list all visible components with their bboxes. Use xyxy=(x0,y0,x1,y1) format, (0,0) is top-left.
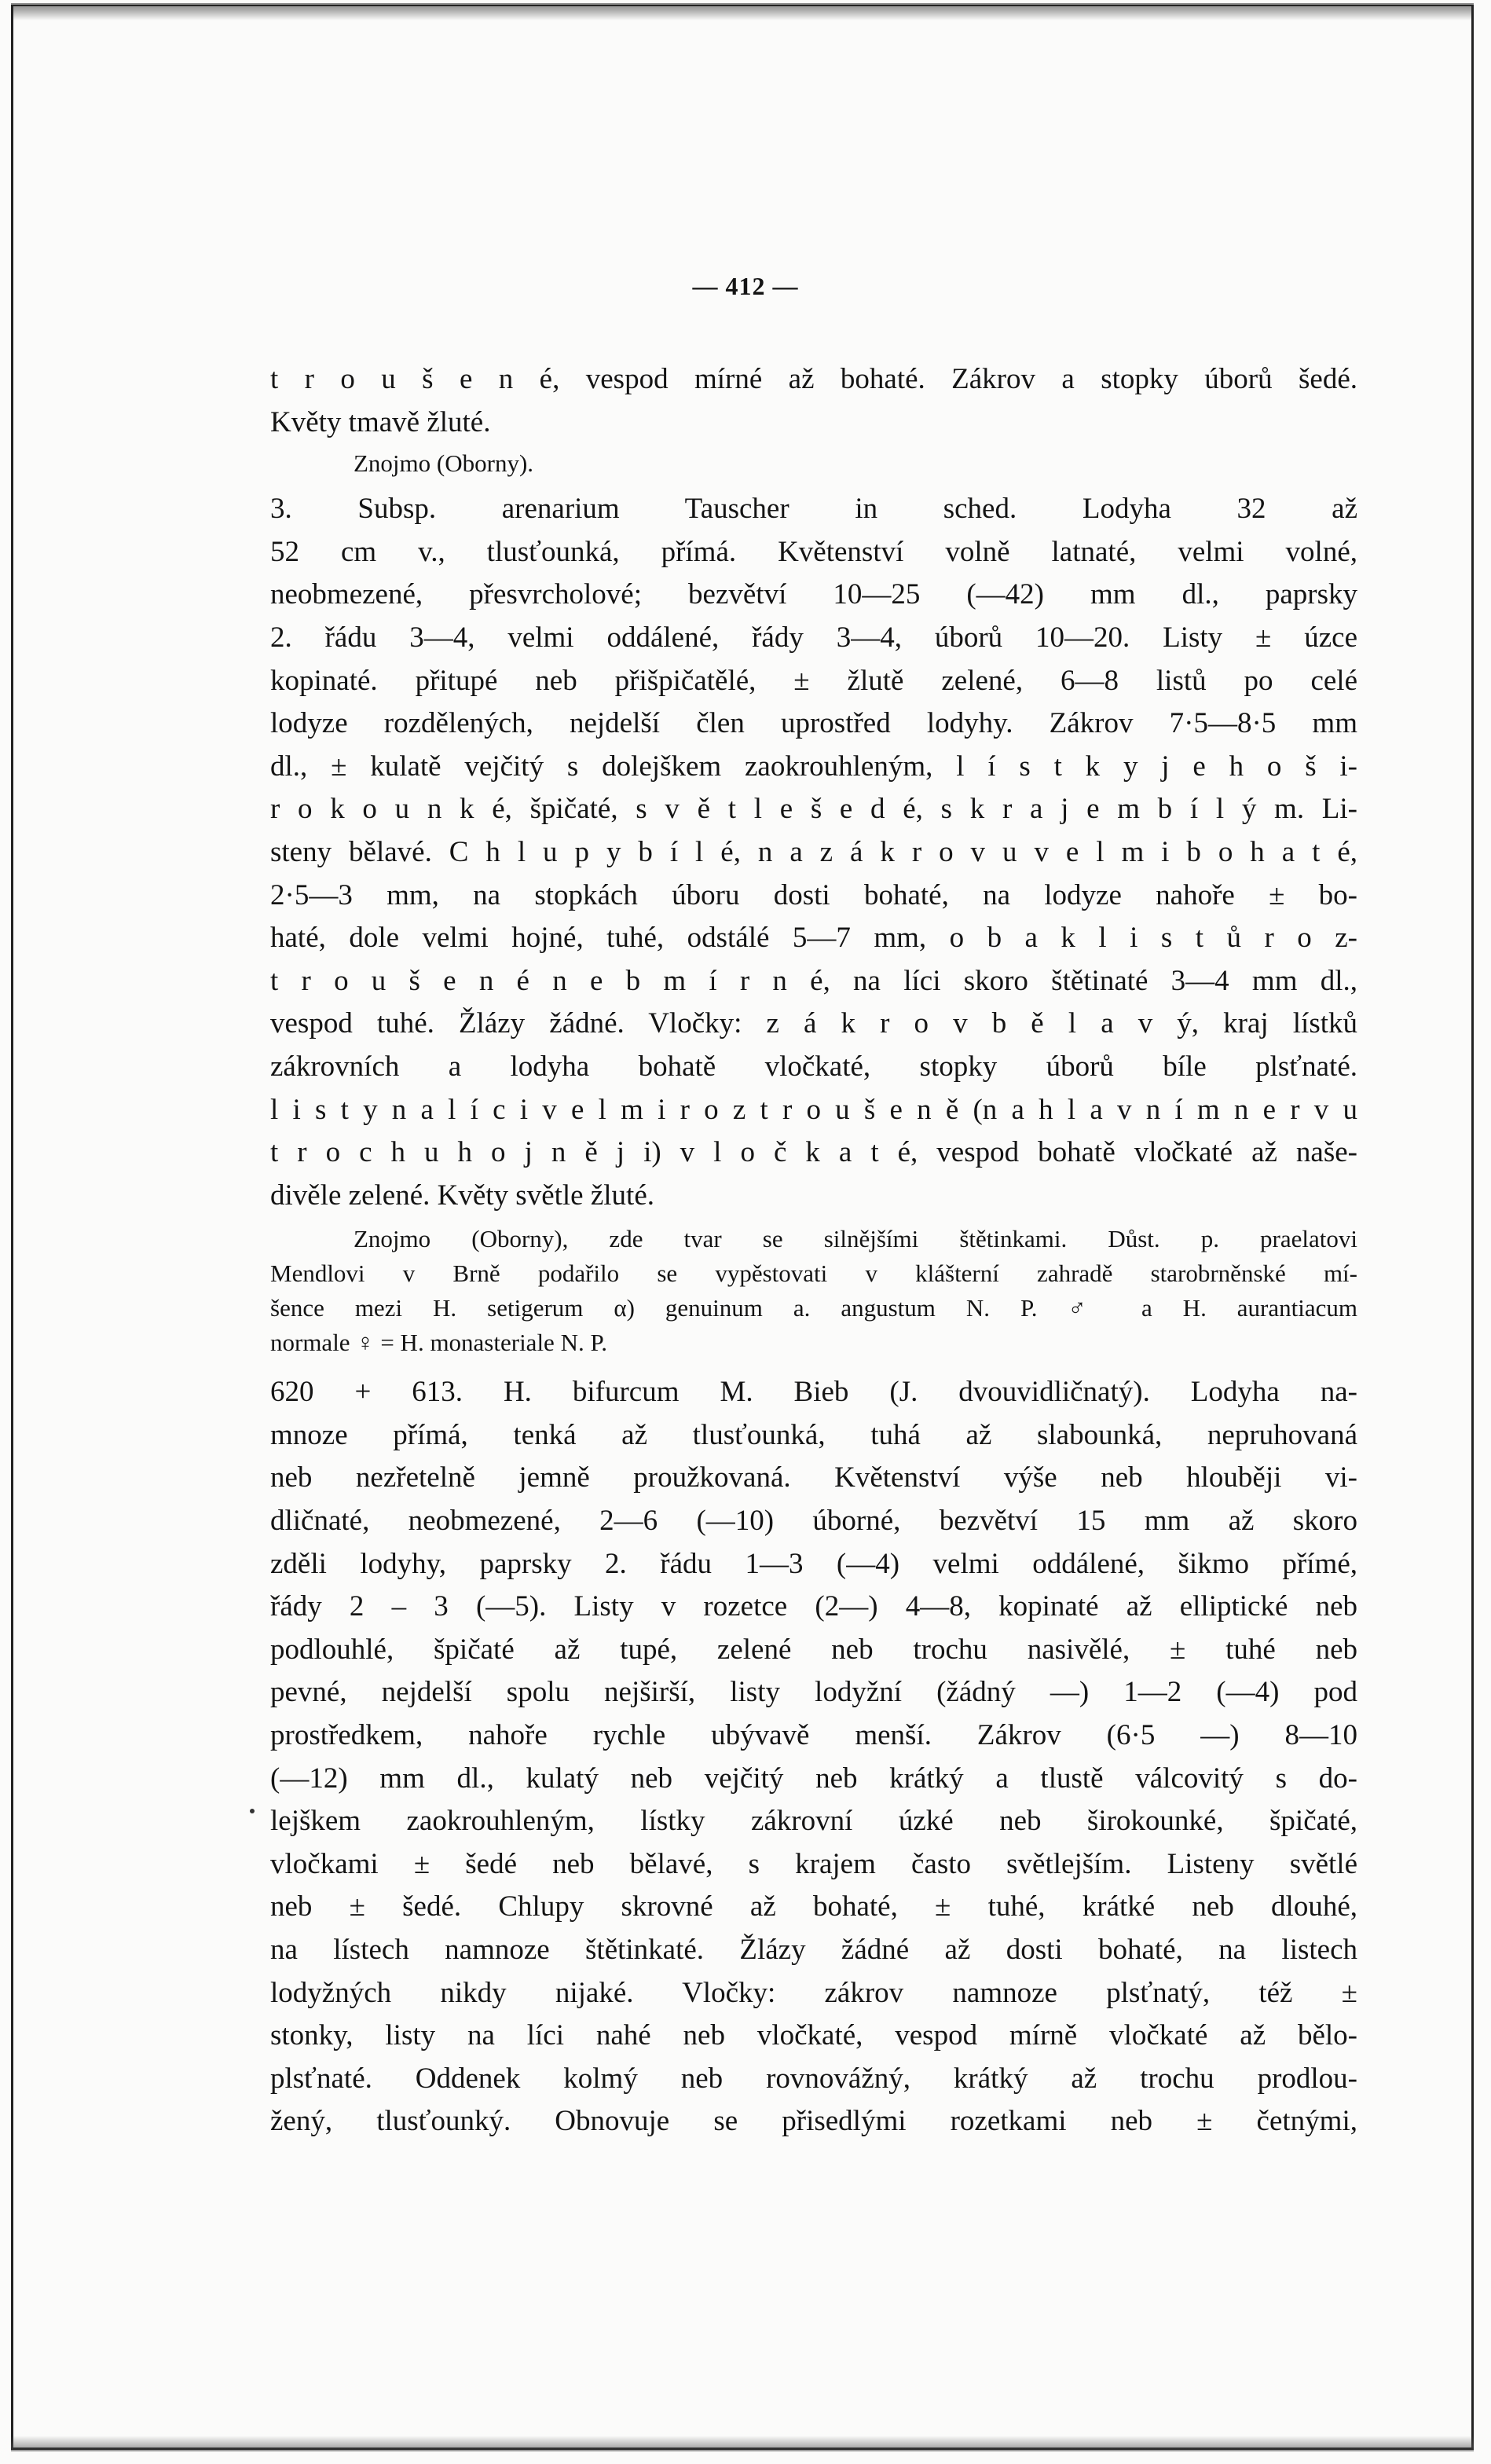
text-line: na lístech namnoze štětinkaté. Žlázy žádné až dosti bohaté, na listech xyxy=(270,1934,1357,1966)
text-line: zděli lodyhy, paprsky 2. řádu 1—3 (—4) velmi oddálené, šikmo přímé, xyxy=(270,1547,1357,1580)
text-line: dl., ± kulatě vejčitý s dolejškem zaokrouhleným, l í s t k y j e h o š i- xyxy=(270,750,1357,783)
body-text xyxy=(270,358,1357,2143)
locality-note: Znojmo (Oborny). xyxy=(354,449,534,478)
text-line: 3. Subsp. arenarium Tauscher in sched. Lodyha 32 až xyxy=(270,493,1357,526)
text-line: t r o c h u h o j n ě j i) v l o č k a t é, vespod bohatě vločkaté až naše- xyxy=(270,1136,1357,1169)
scan-border-bottom xyxy=(11,2436,1474,2451)
text-line: lodyze rozdělených, nejdelší člen uprostřed lodyhy. Zákrov 7·5—8·5 mm xyxy=(270,707,1357,740)
text-line: divěle zelené. Květy světle žluté. xyxy=(270,1179,655,1212)
text-line: prostředkem, nahoře rychle ubývavě menší. Zákrov (6·5 —) 8—10 xyxy=(270,1719,1357,1752)
text-line: dličnaté, neobmezené, 2—6 (—10) úborné, bezvětví 15 mm až skoro xyxy=(270,1505,1357,1538)
scan-speck xyxy=(250,1809,255,1813)
text-line: řády 2 – 3 (—5). Listy v rozetce (2—) 4—8, kopinaté až elliptické neb xyxy=(270,1590,1357,1623)
text-line: lejškem zaokrouhleným, lístky zákrovní úzké neb širokounké, špičaté, xyxy=(270,1805,1357,1838)
text-line: 620 + 613. H. bifurcum M. Bieb (J. dvouvidličnatý). Lodyha na- xyxy=(270,1376,1357,1409)
subspecies-arenarium xyxy=(270,488,1357,1217)
text-line: Květy tmavě žluté. xyxy=(270,405,491,438)
hybrid-note xyxy=(270,1222,1357,1360)
species-bifurcum xyxy=(270,1371,1357,2143)
text-line: vespod tuhé. Žlázy žádné. Vločky: z á k r o v b ě l a v ý, kraj lístků xyxy=(270,1007,1357,1040)
note-line: šence mezi H. setigerum α) genuinum a. angustum N. P. ♂ a H. aurantiacum xyxy=(270,1294,1357,1322)
text-line: stonky, listy na líci nahé neb vločkaté, vespod mírně vločkaté až bělo- xyxy=(270,2019,1357,2052)
text-line: podlouhlé, špičaté až tupé, zelené neb trochu nasivělé, ± tuhé neb xyxy=(270,1633,1357,1666)
text-line: neobmezené, přesvrcholové; bezvětví 10—25 (—42) mm dl., paprsky xyxy=(270,578,1357,611)
text-line: kopinaté. přitupé neb přišpičatělé, ± žlutě zelené, 6—8 listů po celé xyxy=(270,664,1357,697)
text-line: l i s t y n a l í c i v e l m i r o z t r o u š e n ě (n a h l a v n í m n e r v u xyxy=(270,1093,1357,1126)
text-line: r o k o u n k é, špičaté, s v ě t l e š e d é, s k r a j e m b í l ý m. Li- xyxy=(270,793,1357,826)
text-line: žený, tlusťounký. Obnovuje se přisedlými rozetkami neb ± četnými, xyxy=(270,2105,1357,2138)
text-line: mnoze přímá, tenká až tlusťounká, tuhá až slabounká, nepruhovaná xyxy=(270,1418,1357,1451)
text-line: plsťnaté. Oddenek kolmý neb rovnovážný, krátký až trochu prodlou- xyxy=(270,2062,1357,2095)
text-line: haté, dole velmi hojné, tuhé, odstálé 5—7 mm, o b a k l i s t ů r o z- xyxy=(270,922,1357,955)
note-line: Mendlovi v Brně podařilo se vypěstovati v klášterní zahradě starobrněnské mí- xyxy=(270,1260,1357,1288)
text-line: t r o u š e n é n e b m í r n é, na líci skoro štětinaté 3—4 mm dl., xyxy=(270,964,1357,997)
note-line: normale ♀ = H. monasteriale N. P. xyxy=(270,1329,608,1357)
note-line: Znojmo (Oborny), zde tvar se silnějšími štětinkami. Důst. p. praelatovi xyxy=(354,1225,1357,1253)
text-line: 2·5—3 mm, na stopkách úboru dosti bohaté, na lodyze nahoře ± bo- xyxy=(270,878,1357,911)
text-line: lodyžných nikdy nijaké. Vločky: zákrov namnoze plsťnatý, též ± xyxy=(270,1976,1357,2009)
text-line: vločkami ± šedé neb bělavé, s krajem často světlejším. Listeny světlé xyxy=(270,1847,1357,1880)
text-line: neb nezřetelně jemně proužkovaná. Květenství výše neb hlouběji vi- xyxy=(270,1461,1357,1494)
text-line: 2. řádu 3—4, velmi oddálené, řády 3—4, úborů 10—20. Listy ± úzce xyxy=(270,621,1357,654)
text-line: neb ± šedé. Chlupy skrovné až bohaté, ± tuhé, krátké neb dlouhé, xyxy=(270,1890,1357,1923)
text-line: 52 cm v., tlusťounká, přímá. Květenství volně latnaté, velmi volné, xyxy=(270,535,1357,568)
text-line: pevné, nejdelší spolu nejširší, listy lodyžní (žádný —) 1—2 (—4) pod xyxy=(270,1676,1357,1709)
text-line: (—12) mm dl., kulatý neb vejčitý neb krátký a tlustě válcovitý s do- xyxy=(270,1762,1357,1795)
text-line: steny bělavé. C h l u p y b í l é, n a z á k r o v u v e l m i b o h a t é, xyxy=(270,835,1357,868)
text-line: t r o u š e n é, vespod mírné až bohaté. Zákrov a stopky úborů šedé. xyxy=(270,363,1357,395)
page-number: — 412 — xyxy=(692,272,799,300)
text-line: zákrovních a lodyha bohatě vločkaté, stopky úborů bíle plsťnaté. xyxy=(270,1050,1357,1083)
